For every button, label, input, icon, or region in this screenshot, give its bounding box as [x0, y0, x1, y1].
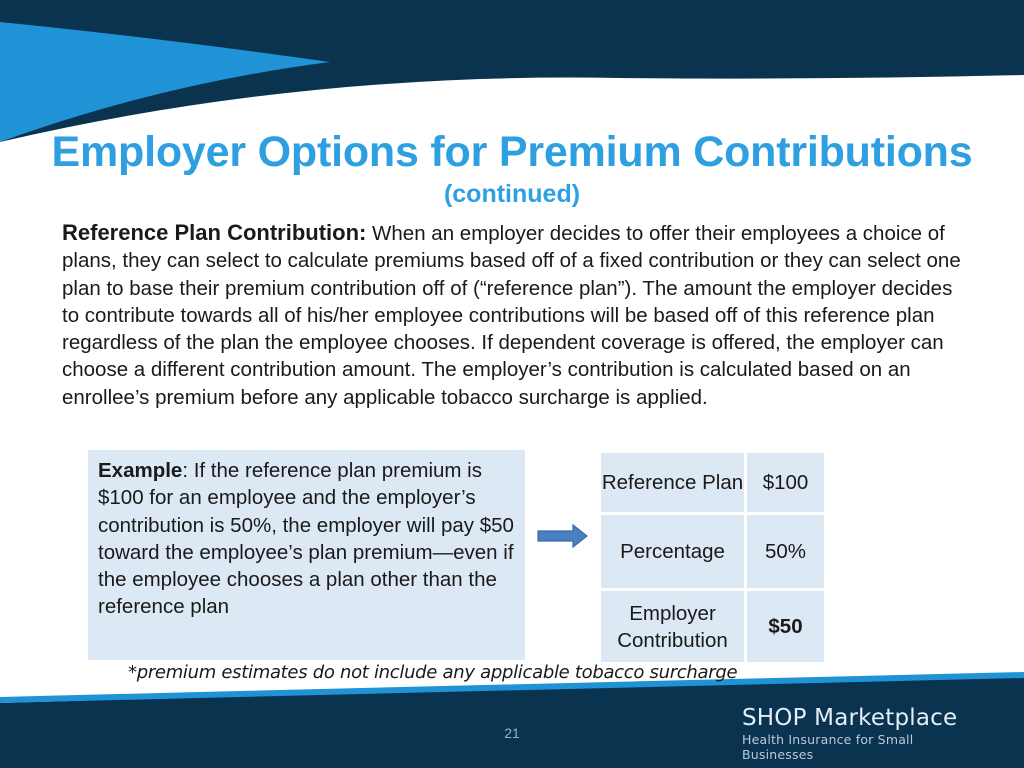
- table-row-employer-contribution: [601, 591, 824, 662]
- contribution-table: [601, 453, 824, 662]
- example-text: : If the reference plan premium is $100 for an employee and the employer’s contribution is 50%, the employer will pay $50 toward the employee’s plan premium—even if the employee chooses a plan other than the reference plan: [98, 459, 514, 619]
- table-value-cell: $100: [747, 453, 824, 515]
- paragraph-lead: Reference Plan Contribution:: [62, 220, 367, 245]
- example-box: [88, 450, 525, 660]
- page-number: 21: [504, 725, 520, 741]
- footnote: *premium estimates do not include any applicable tobacco surcharge: [128, 662, 738, 683]
- logo-main-text: SHOP Marketplace: [742, 705, 958, 731]
- example-lead: Example: [98, 459, 183, 482]
- table-label-cell: Reference Plan: [601, 453, 747, 515]
- logo-tagline: Health Insurance for Small Businesses: [742, 732, 914, 762]
- slide-subtitle: (continued): [443, 180, 581, 208]
- table-value-cell: $50: [747, 591, 824, 662]
- table-label-cell: Percentage: [601, 515, 747, 591]
- table-label-cell: Employer Contribution: [601, 591, 747, 662]
- table-row-percentage: [601, 515, 824, 591]
- right-arrow-icon: [537, 524, 589, 548]
- slide-title: Employer Options for Premium Contributions: [51, 128, 973, 176]
- table-row-reference-plan: [601, 453, 824, 515]
- reference-plan-paragraph: [62, 219, 962, 411]
- table-value-cell: 50%: [747, 515, 824, 591]
- paragraph-text: When an employer decides to offer their employees a choice of plans, they can select to calculate premiums based off of a fixed contribution or they can select one plan to base their premium contribution off of (“reference plan”). The amount the employer decides to contribute towards all of his/her employee contributions will be based off of this reference plan regardless of the plan the employee chooses. If dependent coverage is offered, the employer can choose a different contribution amount. The employer’s contribution is calculated based on an enrollee’s premium before any applicable tobacco surcharge is applied.: [62, 222, 961, 409]
- shop-marketplace-logo: [742, 705, 982, 762]
